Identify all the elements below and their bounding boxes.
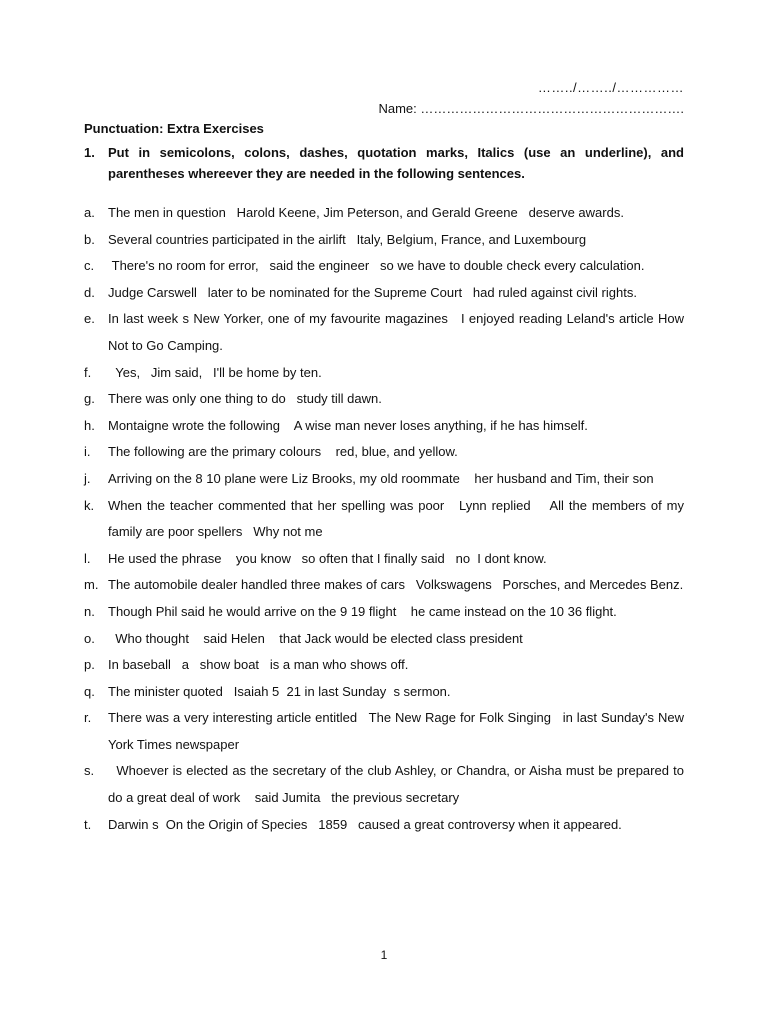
item-sentence: Yes, Jim said, I'll be home by ten. [108,364,322,380]
item-letter: q. [84,683,95,699]
list-item [84,493,688,546]
list-item [84,306,688,359]
item-sentence: Arriving on the 8 10 plane were Liz Brooks, my old roommate her husband and Tim, their son [108,470,654,486]
instruction-number: 1. [84,145,95,160]
list-item [84,705,688,758]
item-letter: j. [84,470,91,486]
item-letter: n. [84,603,95,619]
item-sentence: Several countries participated in the airlift Italy, Belgium, France, and Luxembourg [108,231,587,247]
list-item [84,439,684,466]
item-letter: s. [84,763,95,779]
item-sentence: He used the phrase you know so often that I finally said no I dont know. [108,550,547,566]
list-item [84,572,684,599]
list-item [84,413,684,440]
item-sentence: Darwin s On the Origin of Species 1859 caused a great controversy when it appeared. [108,816,622,832]
item-letter: h. [84,417,95,433]
item-sentence: The automobile dealer handled three makes of cars Volkswagens Porsches, and Mercedes Benz. [108,577,684,593]
list-item [84,679,684,706]
item-sentence: When the teacher commented that her spelling was poor Lynn replied All the members of my family are poor spellers Why not me [108,497,688,540]
exercise-list [84,200,688,838]
list-item [84,227,684,254]
list-item [84,360,684,387]
item-letter: m. [84,577,99,593]
date-blank: ……../……../…………… [537,80,684,95]
item-sentence: There was a very interesting article entitled The New Rage for Folk Singing in last Sunday's New York Times newspaper [108,710,688,752]
list-item [84,386,684,413]
item-sentence: There's no room for error, said the engineer so we have to double check every calculation. [108,258,645,274]
item-sentence: The minister quoted Isaiah 5 21 in last Sunday s sermon. [108,683,451,699]
item-letter: c. [84,258,95,274]
item-letter: k. [84,497,95,513]
name-blank: Name: ……………………………………………………. [378,101,684,116]
item-letter: l. [84,550,91,566]
item-letter: e. [84,311,95,327]
item-letter: t. [84,816,92,832]
item-letter: r. [84,710,92,726]
item-sentence: The following are the primary colours red, blue, and yellow. [108,444,458,460]
list-item [84,812,684,839]
item-letter: o. [84,630,95,646]
item-letter: g. [84,391,95,407]
item-sentence: There was only one thing to do study till dawn. [108,391,382,407]
page-number: 1 [380,948,388,962]
item-sentence: Judge Carswell later to be nominated for the Supreme Court had ruled against civil rights. [108,284,637,300]
list-item [84,599,684,626]
list-item [84,546,684,573]
list-item [84,466,684,493]
item-sentence: In baseball a show boat is a man who shows off. [108,657,409,673]
list-item [84,652,684,679]
item-sentence: Though Phil said he would arrive on the 9 19 flight he came instead on the 10 36 flight. [108,603,617,619]
item-letter: i. [84,444,91,460]
list-item [84,200,684,227]
worksheet-title: Punctuation: Extra Exercises [84,121,264,136]
item-letter: d. [84,284,95,300]
item-sentence: Whoever is elected as the secretary of the club Ashley, or Chandra, or Aisha must be prepared to do a great deal of work said Jumita the previous secretary [108,763,688,806]
exercise-instruction [84,142,684,184]
item-letter: b. [84,231,95,247]
list-item [84,626,684,653]
item-sentence: The men in question Harold Keene, Jim Peterson, and Gerald Greene deserve awards. [108,205,624,220]
list-item [84,758,688,811]
list-item [84,280,684,307]
item-sentence: Montaigne wrote the following A wise man never loses anything, if he has himself. [108,417,588,433]
item-letter: p. [84,657,95,673]
item-letter: a. [84,205,95,220]
item-letter: f. [84,364,92,380]
list-item [84,253,684,280]
item-sentence: In last week s New Yorker, one of my favourite magazines I enjoyed reading Leland's article How Not to Go Camping. [108,311,688,353]
instruction-text: Put in semicolons, colons, dashes, quotation marks, Italics (use an underline), and parentheses whereever they are needed in the following sentences. [108,145,684,181]
item-sentence: Who thought said Helen that Jack would be elected class president [108,630,523,646]
